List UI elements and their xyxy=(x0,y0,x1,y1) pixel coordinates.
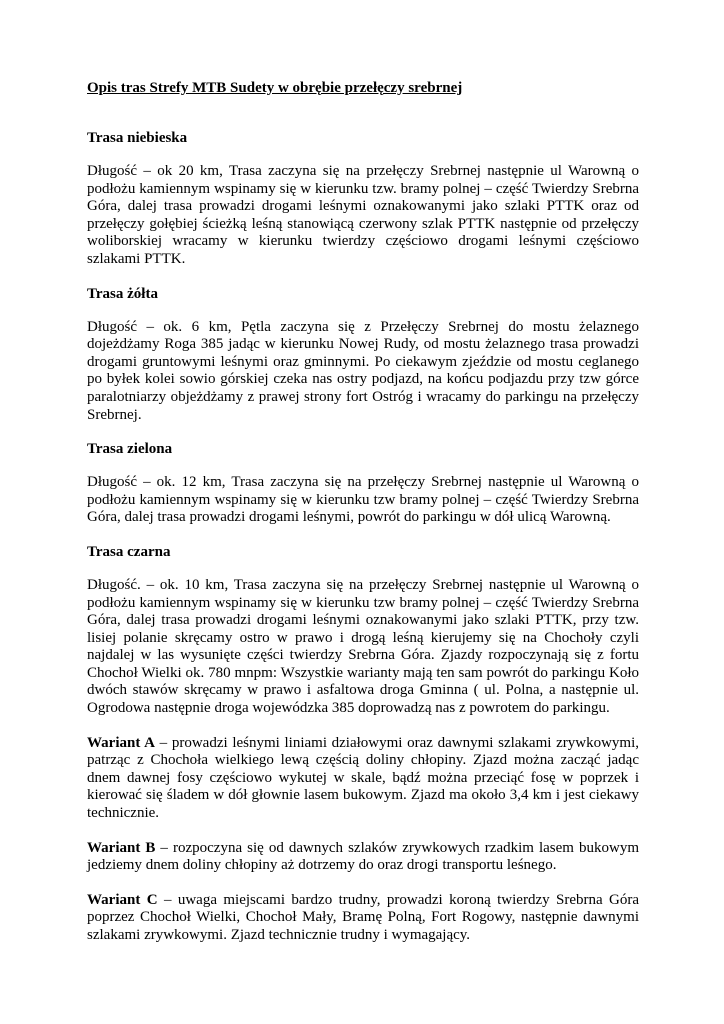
section-heading-zielona: Trasa zielona xyxy=(87,441,173,458)
variant-b-text: – rozpoczyna się od dawnych szlaków zrywkowych rzadkim lasem bukowym jedziemy dnem doliny chłopiny aż dotrzemy do oraz drogi transportu leśnego. xyxy=(87,839,640,874)
variant-a-text: – prowadzi leśnymi liniami działowymi oraz dawnymi szlakami zrywkowymi, patrząc z Chochoła wielkiego lewą częścią doliny chłopiny. Zjazd można zacząć jadąc dnem dawnej fosy częściowo wykutej w skale, bądź można przeciąć fosę w poprzek i kierować się śladem w dół głownie lasem bukowym. Zjazd ma około 3,4 km i jest ciekawy technicznie. xyxy=(87,734,639,822)
section-text-zielona: Długość – ok. 12 km, Trasa zaczyna się na przełęczy Srebrnej następnie ul Warowną o podłożu kamiennym wspinamy się w kierunku tzw bramy polnej – część Twierdzy Srebrna Góra, dalej trasa prowadzi drogami leśnymi, powrót do parkingu w dół ulicą Warowną. xyxy=(87,474,639,526)
variant-a-label: Wariant A xyxy=(87,734,156,751)
section-text-zolta: Długość – ok. 6 km, Pętla zaczyna się z Przełęczy Srebrnej do mostu żelaznego dojeżdżamy Roga 385 jadąc w kierunku Nowej Rudy, od mostu żelaznego trasa prowadzi drogami gruntowymi leśnymi oraz gminnymi. Po ciekawym zjeździe od mostu ceglanego po byłek kolei sowio górskiej czeka nas ostry podjazd, na końcu podjazdu przy tzw górce paralotniarzy objeżdżamy z prawej strony fort Ostróg i wracamy do parkingu na przełęczy Srebrnej. xyxy=(87,318,639,423)
variant-c-label: Wariant C xyxy=(87,891,158,908)
document-title: Opis tras Strefy MTB Sudety w obrębie przełęczy srebrnej xyxy=(87,80,463,96)
section-text-niebieska: Długość – ok 20 km, Trasa zaczyna się na przełęczy Srebrnej następnie ul Warowną o podłożu kamiennym wspinamy się w kierunku tzw. bramy polnej – część Twierdzy Srebrna Góra, dalej trasa prowadzi drogami leśnymi oznakowanymi jako szlaki PTTK oraz od przełęczy gołębiej ścieżką leśną stanowiącą czerwony szlak PTTK następnie od przełęczy woliborskiej wracamy w kierunku twierdzy częściowo drogami leśnymi częściowo szlakami PTTK. xyxy=(87,163,639,267)
section-heading-niebieska: Trasa niebieska xyxy=(87,130,188,146)
variant-b-label: Wariant B xyxy=(87,839,156,856)
variant-b-paragraph xyxy=(87,840,639,875)
document-page xyxy=(87,80,639,962)
variant-c-paragraph xyxy=(87,892,639,945)
variant-c-text: – uwaga miejscami bardzo trudny, prowadzi koroną twierdzy Srebrna Góra poprzez Chochoł Wielki, Chochoł Mały, Bramę Polną, Fort Rogowy, następnie dawnymi szlakami zrywkowymi. Zjazd technicznie trudny i wymagający. xyxy=(87,891,640,943)
section-heading-zolta: Trasa żółta xyxy=(87,285,158,302)
variant-a-paragraph xyxy=(87,735,639,823)
section-text-czarna: Długość. – ok. 10 km, Trasa zaczyna się na przełęczy Srebrnej następnie ul Warowną o podłożu kamiennym wspinamy się w kierunku tzw bramy polnej – część Twierdzy Srebrna Góra, dalej trasa prowadzi drogami leśnymi oznakowanymi jako szlaki PTTK, przy tzw. lisiej polanie skręcamy ostro w prawo i drogą leśną kierujemy się na Chochoły czyli najdalej w las wysunięte części twierdzy Srebrna Góra. Zjazdy rozpoczynają się z fortu Chochoł Wielki ok. 780 mnpm: Wszystkie warianty mają ten sam powrót do parkingu Koło dwóch stawów skręcamy w prawo i asfaltowa droga Gminna ( ul. Polna, a następnie ul. Ogrodowa następnie droga wojewódzka 385 doprowadzą nas z powrotem do parkingu. xyxy=(87,576,639,717)
section-heading-czarna: Trasa czarna xyxy=(87,543,171,560)
